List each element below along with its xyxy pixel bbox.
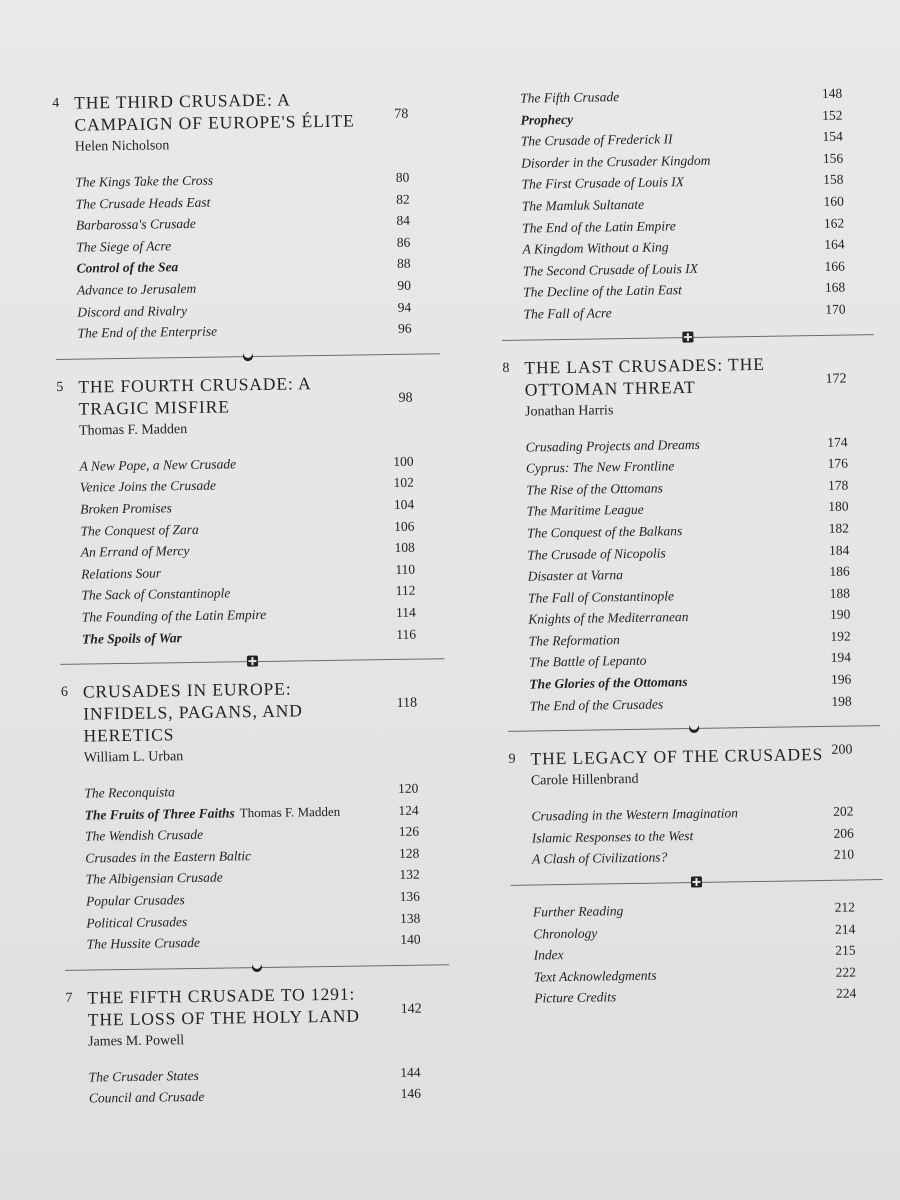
- crescent-icon: [242, 350, 254, 362]
- chapter-9: [508, 742, 882, 886]
- chapter-title[interactable]: THE FOURTH CRUSADE: A TRAGIC MISFIRE: [78, 372, 311, 419]
- entry-title: [520, 108, 573, 130]
- entry-title-text: Crusading in the Western Imagination: [531, 805, 739, 824]
- entry-page: 108: [394, 539, 415, 556]
- entry-page: 158: [823, 171, 844, 188]
- entry-title-text: The Decline of the Latin East: [523, 282, 682, 300]
- entry-title: [528, 606, 688, 630]
- entry-title-text: The Reconquista: [84, 784, 175, 801]
- entry-title: [80, 497, 172, 520]
- entry-title-text: Political Crusades: [86, 913, 188, 931]
- entry-title: [77, 300, 187, 323]
- section-divider: [502, 334, 874, 341]
- entry-title: [528, 585, 674, 609]
- entry-page: 168: [824, 279, 846, 296]
- entry-title-text: The Fruits of Three Faiths: [84, 805, 235, 823]
- toc-entry[interactable]: [532, 844, 854, 871]
- entry-title-text: The Founding of the Latin Empire: [81, 606, 267, 625]
- chapter-heading: [508, 742, 881, 792]
- entry-title-text: A Clash of Civilizations?: [532, 849, 668, 867]
- entry-page: 132: [399, 867, 420, 883]
- entry-title: [80, 518, 198, 541]
- entry-page: 176: [827, 455, 849, 471]
- entry-page: 86: [396, 234, 411, 250]
- entry-title: [523, 258, 698, 282]
- entry-page: 110: [395, 561, 416, 577]
- entry-title-text: The Fall of Constantinople: [527, 587, 675, 606]
- entry-list: [57, 450, 444, 650]
- entry-title: [77, 321, 217, 345]
- entry-title-text: The Crusade of Frederick II: [520, 131, 673, 149]
- entry-page: 214: [834, 921, 856, 937]
- entry-title-text: Relations Sour: [81, 565, 162, 582]
- entry-page: 136: [399, 888, 421, 904]
- chapter-title[interactable]: CRUSADES IN EUROPE: INFIDELS, PAGANS, AND HERETICS: [82, 678, 303, 746]
- entry-page: 206: [833, 825, 854, 841]
- entry-page: 156: [822, 150, 844, 166]
- entry-title: [86, 932, 200, 955]
- chapter-heading: [52, 86, 437, 158]
- entry-title: [530, 693, 664, 717]
- entry-title-text: Text Acknowledgments: [533, 967, 657, 985]
- chapter-author: Thomas F. Madden: [78, 421, 188, 439]
- chapter-8: [502, 351, 880, 733]
- entry-title: [75, 170, 213, 194]
- entry-title-text: Venice Joins the Crusade: [79, 477, 217, 495]
- entry-title-text: The Maritime League: [526, 502, 644, 519]
- entry-page: 104: [393, 496, 415, 512]
- entry-title: [77, 278, 197, 301]
- entry-title: [526, 455, 675, 479]
- entry-title-text: Disorder in the Crusader Kingdom: [521, 152, 711, 171]
- entry-title-text: The Hussite Crusade: [86, 935, 201, 952]
- entry-title: [523, 279, 682, 303]
- entry-title-text: The Kings Take the Cross: [75, 172, 214, 190]
- entry-title: [85, 800, 341, 825]
- entry-title-text: The Crusade of Nicopolis: [527, 544, 666, 563]
- entry-page: 90: [397, 277, 412, 293]
- entry-title-text: Barbarossa's Crusade: [75, 216, 196, 233]
- entry-page: 215: [835, 942, 856, 959]
- chapter-page: 142: [400, 1001, 422, 1017]
- entry-page: 166: [824, 258, 845, 274]
- entry-title: [82, 627, 182, 650]
- entry-title-text: Council and Crusade: [88, 1089, 205, 1106]
- entry-page: 188: [829, 585, 851, 601]
- entry-title-text: The End of the Latin Empire: [522, 217, 676, 236]
- entry-title: [86, 867, 223, 891]
- entry-list: [503, 431, 879, 718]
- entry-page: 178: [827, 477, 849, 493]
- entry-title: [88, 1065, 199, 1088]
- entry-title: [521, 128, 673, 152]
- entry-page: 114: [395, 604, 416, 620]
- entry-title-text: The Spoils of War: [82, 629, 182, 647]
- entry-page: 126: [398, 823, 420, 840]
- entry-title: [81, 583, 230, 607]
- entry-title: [85, 845, 251, 869]
- crescent-icon: [688, 722, 700, 734]
- entry-title-text: The Glories of the Ottomans: [529, 674, 688, 692]
- entry-title: [522, 194, 645, 218]
- entry-page: 140: [400, 931, 421, 948]
- entry-page: 184: [828, 542, 850, 558]
- entry-list: [62, 777, 449, 955]
- entry-page: 144: [400, 1064, 421, 1080]
- entry-title-text: The First Crusade of Louis IX: [521, 174, 685, 193]
- chapter-author: James M. Powell: [87, 1032, 185, 1050]
- entry-title-text: A Kingdom Without a King: [522, 239, 669, 257]
- entry-page: 88: [396, 256, 411, 272]
- chapter-page: 98: [398, 390, 413, 406]
- entry-page: 196: [830, 671, 852, 687]
- entry-title: [534, 987, 616, 1010]
- entry-title: [532, 825, 694, 849]
- cross-shield-icon: [246, 655, 258, 667]
- entry-title: [76, 191, 211, 215]
- entry-title: [81, 540, 190, 563]
- section-divider: [508, 725, 880, 732]
- chapter-4: [52, 86, 440, 359]
- entry-title: [533, 900, 624, 923]
- entry-title-text: The End of the Crusades: [529, 696, 664, 714]
- chapter-number: 7: [65, 990, 73, 1006]
- entry-title-text: Chronology: [533, 925, 598, 942]
- entry-page: 80: [395, 169, 410, 185]
- entry-page: 180: [828, 498, 849, 515]
- entry-page: 190: [829, 606, 851, 623]
- entry-title: [528, 564, 624, 587]
- entry-title: [533, 922, 597, 945]
- entry-list: [66, 1061, 451, 1110]
- entry-title-text: The Second Crusade of Louis IX: [522, 260, 699, 279]
- entry-page: 146: [400, 1086, 422, 1102]
- chapter-6: [61, 675, 449, 970]
- chapter-number: 5: [56, 379, 64, 395]
- entry-title-text: Crusading Projects and Dreams: [525, 436, 700, 455]
- entry-title: [76, 235, 171, 258]
- entry-title-text: Index: [533, 947, 564, 963]
- entry-page: 182: [828, 520, 850, 536]
- entry-title: [76, 257, 178, 280]
- entry-page: 174: [827, 434, 848, 450]
- entry-author: Thomas F. Madden: [239, 803, 341, 820]
- entry-title: [76, 213, 196, 236]
- chapter-5: [56, 370, 444, 665]
- chapter-page: 172: [825, 371, 847, 387]
- entry-title-text: A New Pope, a New Crusade: [79, 456, 237, 474]
- entry-title: [527, 542, 666, 566]
- entry-title: [529, 650, 647, 673]
- chapter-heading: [61, 675, 446, 769]
- entry-title: [86, 889, 185, 912]
- entry-list: [509, 800, 882, 871]
- entry-title-text: Crusades in the Eastern Baltic: [85, 848, 252, 866]
- entry-title: [527, 520, 683, 544]
- back-matter-list: [511, 896, 885, 1010]
- entry-title-text: The Siege of Acre: [76, 238, 172, 255]
- entry-page: 210: [833, 846, 855, 863]
- chapter-page: 200: [831, 742, 853, 759]
- entry-title: [533, 944, 563, 966]
- entry-page: 116: [396, 626, 417, 642]
- entry-title-text: The Reformation: [528, 632, 620, 649]
- entry-page: 112: [395, 582, 416, 599]
- entry-title-text: Control of the Sea: [76, 259, 179, 277]
- entry-title: [531, 803, 738, 828]
- chapter-author: William L. Urban: [83, 749, 184, 766]
- entry-title: [521, 171, 684, 195]
- entry-page: 194: [830, 649, 852, 666]
- entry-page: 106: [394, 518, 415, 534]
- entry-title-text: The Mamluk Sultanate: [521, 196, 645, 214]
- entry-title: [84, 781, 175, 804]
- entry-title: [522, 236, 668, 260]
- chapter-number: 9: [508, 752, 516, 768]
- chapter-page: 78: [394, 106, 409, 122]
- entry-title-text: Islamic Responses to the West: [531, 827, 694, 846]
- left-column: [52, 86, 451, 1110]
- cross-shield-icon: [682, 330, 694, 342]
- entry-page: 138: [399, 910, 421, 926]
- entry-page: 170: [825, 301, 846, 317]
- entry-title-text: Picture Credits: [534, 989, 617, 1006]
- entry-page: 154: [822, 128, 843, 145]
- entry-page: 100: [393, 453, 414, 469]
- toc-entry[interactable]: [77, 318, 411, 345]
- entry-title-text: An Errand of Mercy: [80, 543, 190, 560]
- entry-page: 160: [823, 193, 844, 209]
- entry-page: 84: [396, 212, 411, 229]
- chapter-heading: [56, 370, 441, 442]
- chapter-title[interactable]: THE LAST CRUSADES: THE OTTOMAN THREAT: [524, 353, 765, 400]
- toc-entry[interactable]: [534, 983, 856, 1010]
- back-matter: [511, 896, 885, 1010]
- entry-title: [82, 604, 267, 628]
- toc-entry[interactable]: [89, 1083, 421, 1110]
- entry-page: 120: [398, 780, 419, 797]
- entry-title-text: The Rise of the Ottomans: [526, 480, 663, 498]
- entry-title: [534, 964, 657, 988]
- entry-page: 224: [835, 985, 857, 1002]
- entry-page: 162: [823, 215, 845, 231]
- chapter-title[interactable]: THE FIFTH CRUSADE TO 1291: THE LOSS OF THE HOLY LAND: [87, 983, 360, 1030]
- right-column: [498, 82, 884, 1010]
- entry-title: [529, 671, 688, 695]
- entry-title-text: Popular Crusades: [85, 892, 185, 909]
- entry-title: [86, 911, 187, 934]
- entry-list: [498, 82, 874, 325]
- entry-page: 94: [397, 299, 412, 315]
- entry-title: [85, 824, 203, 847]
- chapter-page: 118: [396, 695, 418, 712]
- entry-title: [520, 86, 619, 109]
- entry-title: [526, 477, 663, 501]
- entry-title: [525, 433, 699, 457]
- entry-title-text: Broken Promises: [80, 500, 172, 517]
- entry-page: 96: [397, 320, 412, 337]
- entry-title-text: Discord and Rivalry: [77, 302, 188, 320]
- entry-page: 124: [398, 802, 419, 818]
- section-divider: [65, 964, 449, 971]
- entry-title-text: Further Reading: [532, 903, 624, 920]
- entry-title-text: Knights of the Mediterranean: [528, 609, 689, 627]
- section-divider: [56, 353, 440, 360]
- entry-title: [79, 453, 236, 477]
- entry-title-text: Cyprus: The New Frontline: [525, 458, 675, 476]
- section-divider: [511, 879, 883, 886]
- entry-title: [522, 215, 676, 239]
- entry-title-text: The Crusade Heads East: [75, 194, 211, 212]
- crescent-icon: [251, 961, 263, 973]
- toc-entry[interactable]: [86, 929, 420, 956]
- entry-title: [81, 562, 161, 585]
- chapter-7-continued: [498, 82, 874, 340]
- chapter-heading: [65, 981, 450, 1053]
- entry-page: 222: [835, 964, 857, 980]
- chapter-title[interactable]: THE THIRD CRUSADE: A CAMPAIGN OF EUROPE'S ÉLITE: [74, 89, 355, 135]
- toc-entry[interactable]: [523, 299, 845, 326]
- entry-title-text: The Fifth Crusade: [520, 89, 620, 106]
- entry-page: 164: [824, 236, 845, 253]
- entry-title-text: The Battle of Lepanto: [528, 653, 647, 671]
- entry-title-text: The End of the Enterprise: [77, 323, 218, 341]
- entry-title-text: The Fall of Acre: [523, 305, 612, 322]
- entry-title-text: The Conquest of the Balkans: [526, 523, 683, 541]
- entry-page: 212: [834, 899, 856, 915]
- chapter-author: Carole Hillenbrand: [530, 772, 639, 789]
- chapter-number: 8: [502, 360, 510, 376]
- entry-page: 102: [393, 475, 414, 491]
- entry-page: 186: [829, 563, 850, 579]
- chapter-7: [65, 981, 451, 1110]
- entry-title-text: The Crusader States: [88, 1067, 199, 1085]
- section-divider: [60, 658, 444, 665]
- entry-page: 128: [398, 845, 420, 861]
- entry-title: [523, 302, 611, 325]
- entry-title-text: The Wendish Crusade: [84, 827, 204, 844]
- entry-title: [89, 1086, 205, 1109]
- entry-title: [529, 629, 620, 652]
- entry-title: [526, 499, 643, 522]
- entry-title: [80, 475, 216, 499]
- entry-page: 82: [396, 191, 410, 207]
- entry-page: 148: [821, 85, 843, 101]
- entry-page: 192: [830, 628, 851, 644]
- toc-entry[interactable]: [530, 690, 852, 717]
- entry-title: [532, 847, 667, 871]
- chapter-heading: [502, 351, 875, 423]
- toc-entry[interactable]: [82, 623, 416, 650]
- entry-title-text: Disaster at Varna: [527, 567, 624, 584]
- chapter-number: 4: [52, 95, 60, 111]
- entry-title-text: The Sack of Constantinople: [81, 585, 231, 603]
- cross-shield-icon: [690, 876, 702, 888]
- entry-title-text: The Conquest of Zara: [80, 521, 199, 539]
- entry-title-text: Prophecy: [520, 111, 574, 128]
- entry-list: [53, 166, 440, 344]
- chapter-number: 6: [60, 684, 69, 701]
- entry-page: 202: [833, 803, 854, 820]
- chapter-author: Jonathan Harris: [524, 402, 614, 420]
- entry-title: [521, 149, 711, 174]
- entry-page: 152: [822, 107, 843, 123]
- entry-title-text: The Albigensian Crusade: [85, 870, 223, 888]
- chapter-author: Helen Nicholson: [74, 138, 170, 155]
- entry-page: 198: [831, 693, 852, 709]
- entry-title-text: Advance to Jerusalem: [76, 280, 197, 298]
- chapter-title[interactable]: THE LEGACY OF THE CRUSADES: [530, 744, 824, 769]
